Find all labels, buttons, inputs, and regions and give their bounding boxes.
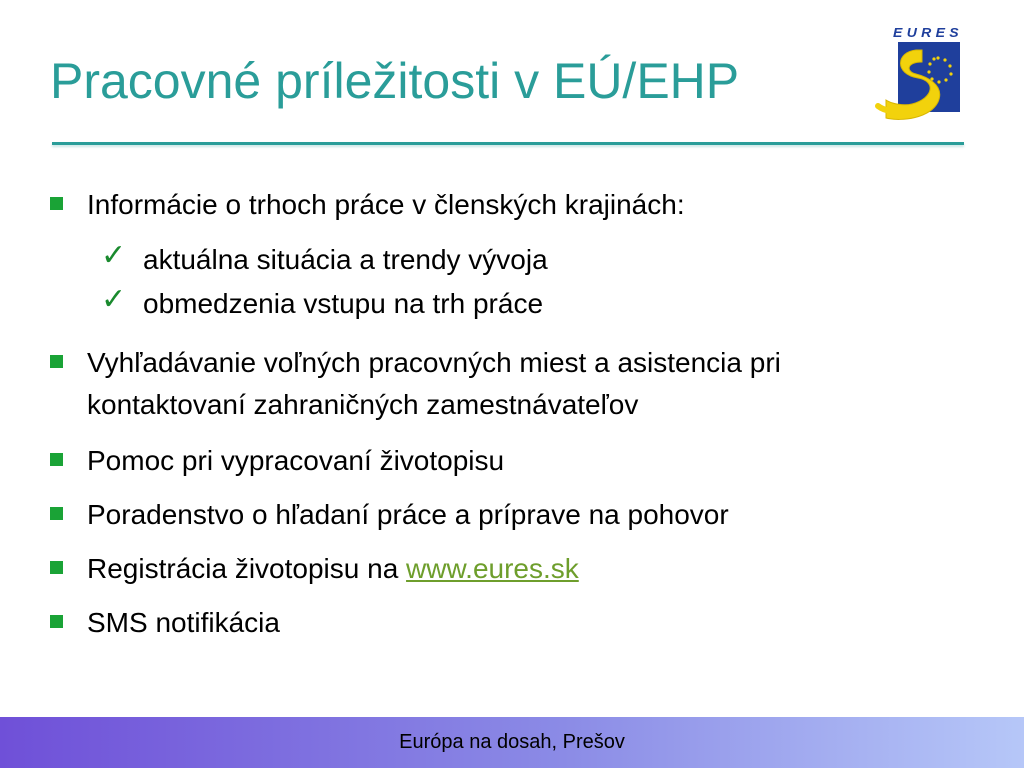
footer-bar — [0, 717, 1024, 768]
square-bullet-icon — [50, 615, 63, 628]
sub-item-text: obmedzenia vstupu na trh práce — [143, 288, 544, 319]
bullet-item — [48, 184, 988, 226]
bullet-text: Registrácia životopisu na — [87, 553, 407, 584]
bullet-text-line: kontaktovaní zahraničných zamestnávateľov — [87, 389, 639, 420]
eures-logo-icon — [872, 22, 972, 122]
checkmark-icon: ✓ — [101, 238, 127, 273]
sub-item — [48, 282, 988, 326]
square-bullet-icon — [50, 561, 63, 574]
bullet-item — [48, 440, 988, 482]
bullet-item — [48, 548, 988, 590]
bullet-text: Informácie o trhoch práce v členských krajinách: — [87, 189, 685, 220]
bullet-item — [48, 602, 988, 644]
sub-item-text: aktuálna situácia a trendy vývoja — [143, 244, 548, 275]
bullet-item — [48, 342, 988, 426]
bullet-text: SMS notifikácia — [87, 607, 280, 638]
checkmark-icon: ✓ — [101, 282, 127, 317]
bullet-item — [48, 494, 988, 536]
eures-website-link[interactable]: www.eures.sk — [406, 553, 579, 584]
sub-item — [48, 238, 988, 282]
square-bullet-icon — [50, 355, 63, 368]
title-divider — [52, 142, 964, 145]
sub-list — [48, 238, 988, 326]
bullet-list — [48, 184, 988, 656]
bullet-text: Poradenstvo o hľadaní práce a príprave na pohovor — [87, 499, 729, 530]
slide-title: Pracovné príležitosti v EÚ/EHP — [50, 53, 740, 109]
square-bullet-icon — [50, 453, 63, 466]
eures-logo-text: EURES — [893, 25, 963, 40]
footer-text: Európa na dosah, Prešov — [399, 731, 625, 753]
bullet-text: Pomoc pri vypracovaní životopisu — [87, 445, 505, 476]
bullet-text-line: Vyhľadávanie voľných pracovných miest a asistencia pri — [87, 347, 781, 378]
square-bullet-icon — [50, 507, 63, 520]
square-bullet-icon — [50, 197, 63, 210]
